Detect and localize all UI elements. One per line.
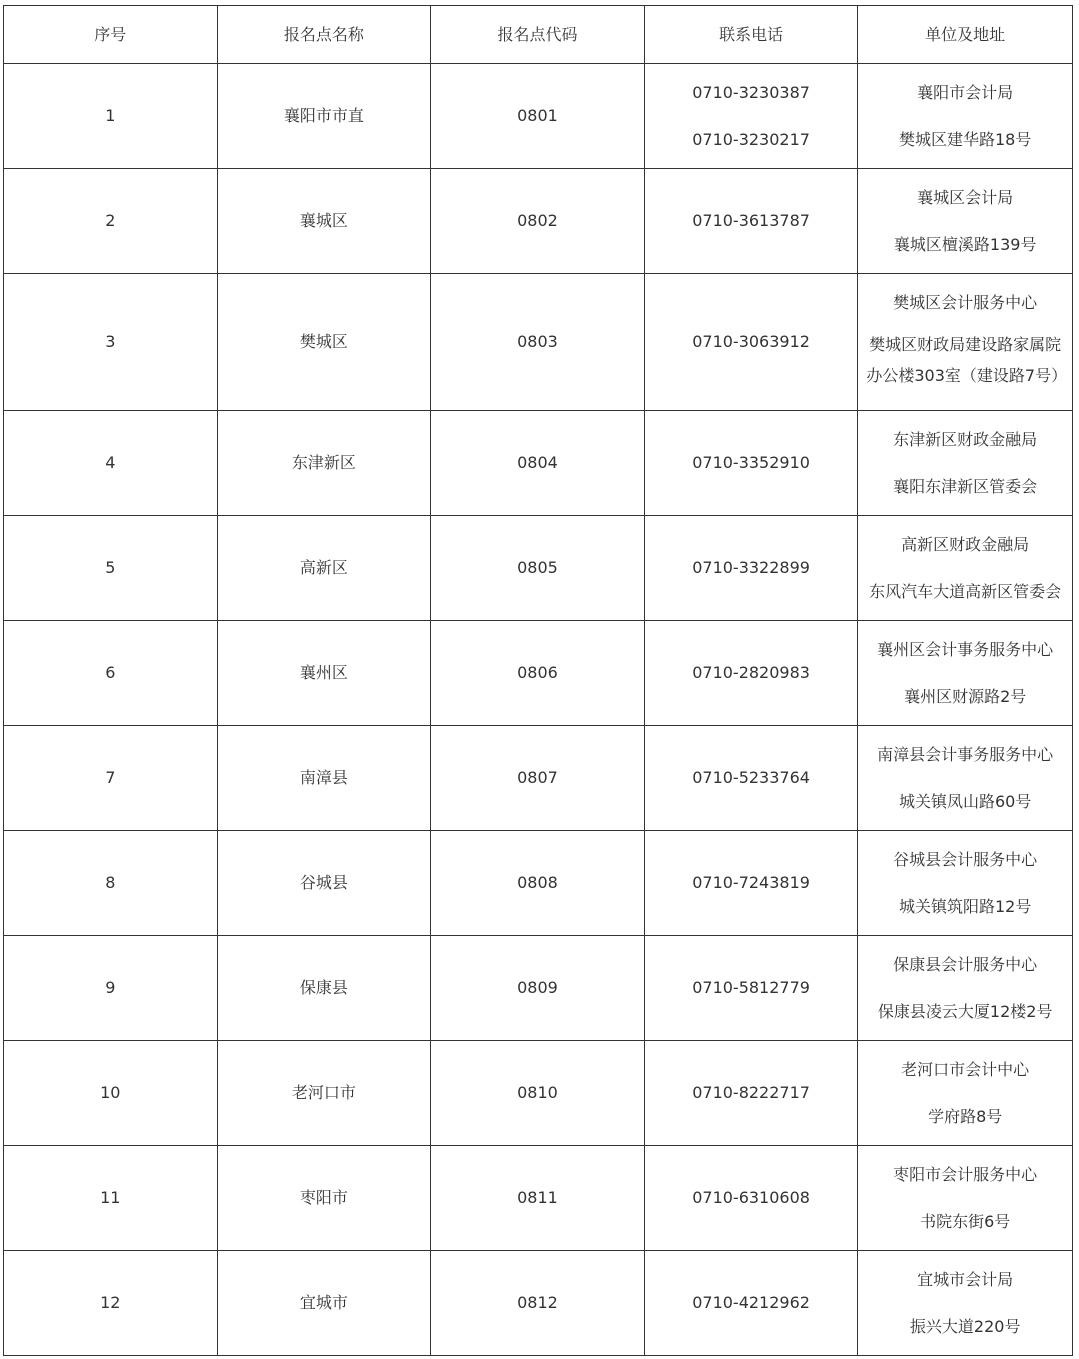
cell-seq: 9 bbox=[4, 936, 218, 1041]
address: 樊城区财政局建设路家属院办公楼303室（建设路7号） bbox=[866, 335, 1068, 385]
phone-number: 0710-3230217 bbox=[692, 129, 810, 149]
address: 襄城区檀溪路139号 bbox=[893, 234, 1037, 254]
cell-site-code: 0801 bbox=[431, 64, 645, 169]
cell-phone: 0710-3613787 bbox=[644, 169, 858, 274]
unit-name: 襄州区会计事务服务中心 bbox=[877, 639, 1054, 659]
cell-seq: 12 bbox=[4, 1251, 218, 1356]
unit-name: 襄城区会计局 bbox=[917, 187, 1014, 207]
cell-unit-address bbox=[858, 1251, 1073, 1356]
cell-site-code: 0811 bbox=[431, 1146, 645, 1251]
unit-name: 谷城县会计服务中心 bbox=[893, 849, 1038, 869]
cell-phone: 0710-4212962 bbox=[644, 1251, 858, 1356]
cell-unit-address bbox=[858, 516, 1073, 621]
table-row bbox=[4, 64, 1073, 169]
cell-phone: 0710-3352910 bbox=[644, 411, 858, 516]
cell-phone: 0710-2820983 bbox=[644, 621, 858, 726]
cell-unit-address bbox=[858, 1041, 1073, 1146]
cell-unit-address bbox=[858, 936, 1073, 1041]
unit-name: 高新区财政金融局 bbox=[901, 534, 1030, 554]
cell-seq: 7 bbox=[4, 726, 218, 831]
cell-seq: 10 bbox=[4, 1041, 218, 1146]
cell-unit-address bbox=[858, 64, 1073, 169]
unit-name: 樊城区会计服务中心 bbox=[893, 293, 1038, 312]
table-row bbox=[4, 411, 1073, 516]
cell-seq: 3 bbox=[4, 274, 218, 411]
cell-unit-address bbox=[858, 274, 1073, 411]
cell-unit-address bbox=[858, 831, 1073, 936]
cell-site-name: 东津新区 bbox=[217, 411, 431, 516]
unit-name: 襄阳市会计局 bbox=[917, 82, 1014, 102]
cell-site-name: 保康县 bbox=[217, 936, 431, 1041]
table-row bbox=[4, 169, 1073, 274]
cell-site-code: 0803 bbox=[431, 274, 645, 411]
cell-unit-address bbox=[858, 621, 1073, 726]
address: 襄阳东津新区管委会 bbox=[893, 476, 1038, 496]
header-site-code: 报名点代码 bbox=[431, 6, 645, 64]
header-seq: 序号 bbox=[4, 6, 218, 64]
cell-phone: 0710-6310608 bbox=[644, 1146, 858, 1251]
table-header-row bbox=[4, 6, 1073, 64]
cell-site-code: 0802 bbox=[431, 169, 645, 274]
cell-unit-address bbox=[858, 726, 1073, 831]
table-row bbox=[4, 621, 1073, 726]
address: 振兴大道220号 bbox=[909, 1316, 1021, 1336]
address: 城关镇筑阳路12号 bbox=[899, 896, 1032, 916]
cell-site-code: 0808 bbox=[431, 831, 645, 936]
cell-site-code: 0806 bbox=[431, 621, 645, 726]
unit-name: 宜城市会计局 bbox=[917, 1269, 1014, 1289]
header-unit-address: 单位及地址 bbox=[858, 6, 1073, 64]
cell-unit-address bbox=[858, 169, 1073, 274]
cell-seq: 6 bbox=[4, 621, 218, 726]
cell-unit-address bbox=[858, 411, 1073, 516]
unit-name: 东津新区财政金融局 bbox=[893, 429, 1038, 449]
cell-seq: 1 bbox=[4, 64, 218, 169]
cell-site-code: 0809 bbox=[431, 936, 645, 1041]
cell-site-name: 高新区 bbox=[217, 516, 431, 621]
phone-number: 0710-3230387 bbox=[692, 82, 810, 102]
cell-phone: 0710-3322899 bbox=[644, 516, 858, 621]
cell-site-name: 南漳县 bbox=[217, 726, 431, 831]
address: 保康县凌云大厦12楼2号 bbox=[877, 1001, 1053, 1021]
cell-phone: 0710-5812779 bbox=[644, 936, 858, 1041]
header-site-name: 报名点名称 bbox=[217, 6, 431, 64]
address: 城关镇凤山路60号 bbox=[899, 791, 1032, 811]
cell-seq: 2 bbox=[4, 169, 218, 274]
table-row bbox=[4, 516, 1073, 621]
cell-site-code: 0805 bbox=[431, 516, 645, 621]
address: 学府路8号 bbox=[928, 1106, 1003, 1126]
unit-name: 南漳县会计事务服务中心 bbox=[877, 744, 1054, 764]
unit-name: 保康县会计服务中心 bbox=[893, 954, 1038, 974]
cell-phone: 0710-5233764 bbox=[644, 726, 858, 831]
cell-site-code: 0804 bbox=[431, 411, 645, 516]
cell-site-name: 襄城区 bbox=[217, 169, 431, 274]
cell-site-code: 0812 bbox=[431, 1251, 645, 1356]
cell-site-name: 宜城市 bbox=[217, 1251, 431, 1356]
address: 东风汽车大道高新区管委会 bbox=[869, 581, 1062, 601]
cell-phone: 0710-8222717 bbox=[644, 1041, 858, 1146]
cell-seq: 4 bbox=[4, 411, 218, 516]
cell-site-code: 0807 bbox=[431, 726, 645, 831]
table-row bbox=[4, 936, 1073, 1041]
unit-name: 老河口市会计中心 bbox=[901, 1059, 1030, 1079]
header-phone: 联系电话 bbox=[644, 6, 858, 64]
cell-site-name: 谷城县 bbox=[217, 831, 431, 936]
cell-phone: 0710-7243819 bbox=[644, 831, 858, 936]
cell-site-name: 枣阳市 bbox=[217, 1146, 431, 1251]
table-row bbox=[4, 1251, 1073, 1356]
cell-seq: 8 bbox=[4, 831, 218, 936]
unit-name: 枣阳市会计服务中心 bbox=[893, 1164, 1038, 1184]
table-row bbox=[4, 1041, 1073, 1146]
registration-sites-table bbox=[3, 5, 1073, 1356]
cell-site-name: 樊城区 bbox=[217, 274, 431, 411]
cell-site-name: 襄州区 bbox=[217, 621, 431, 726]
address: 书院东街6号 bbox=[920, 1211, 1011, 1231]
table-row bbox=[4, 831, 1073, 936]
cell-unit-address bbox=[858, 1146, 1073, 1251]
cell-site-name: 老河口市 bbox=[217, 1041, 431, 1146]
cell-phone bbox=[644, 64, 858, 169]
cell-seq: 5 bbox=[4, 516, 218, 621]
address: 襄州区财源路2号 bbox=[904, 686, 1027, 706]
cell-seq: 11 bbox=[4, 1146, 218, 1251]
cell-site-code: 0810 bbox=[431, 1041, 645, 1146]
table-row bbox=[4, 274, 1073, 411]
address: 樊城区建华路18号 bbox=[899, 129, 1032, 149]
cell-phone: 0710-3063912 bbox=[644, 274, 858, 411]
table-row bbox=[4, 726, 1073, 831]
cell-site-name: 襄阳市市直 bbox=[217, 64, 431, 169]
table-row bbox=[4, 1146, 1073, 1251]
